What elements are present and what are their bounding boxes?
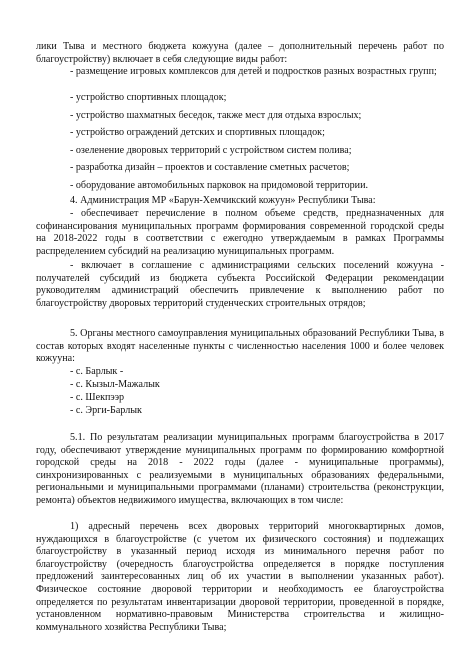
paragraph-5-1-1: 1) адресный перечень всех дворовых территорий многоквартирных домов, нуждающихся в благоустройстве (с учетом их физического состояния) и подлежащих благоустройству в указанный период исходя из минимального перечня работ по благоустройству (очередность благоустройства определяется в порядке поступления предложений заинтересованных лиц об их участии в выполнении указанных работ). Физическое состояние дворовой территории и необходимость ее благоустройства определяется по результатам инвентаризации дворовой территории, проведенной в порядке, установленном нормативно-правовым Министерства строительства и жилищно-коммунального хозяйства Республики Тыва; [36,521,444,633]
list-item: - устройство спортивных площадок; [70,92,227,103]
village-item: - с. Эрги-Барлык [70,405,142,416]
village-item: - с. Шекпээр [70,392,125,403]
paragraph-4b: - включает в соглашение с администрациями сельских поселений кожууна - получателей субсидий из бюджета субъекта Российской Федерации рекомендации руководителям администраций обеспечить привлечение к выполнению работ по благоустройству дворовых территорий студенческих строительных отрядов; [36,260,444,309]
village-item: - с. Барлык - [70,366,124,377]
list-item: - устройство шахматных беседок, также мест для отдыха взрослых; [70,110,362,121]
paragraph-5-1: 5.1. По результатам реализации муниципальных программ благоустройства в 2017 году, обеспечивают утверждение муниципальных программ по формированию комфортной городской среды на 2018 - 2022 годы (далее - муниципальные программы), синхронизированных с реализуемыми в муниципальных образованиях федеральными, региональными и муниципальными программами (планами) строительства (реконструкции, ремонта) объектов недвижимого имущества, включающих в том числе: [36,432,444,506]
paragraph-intro: лики Тыва и местного бюджета кожууна (далее – дополнительный перечень работ по благоустройству) включает в себя следующие виды работ: [36,41,444,65]
list-item: - разработка дизайн – проектов и составление сметных расчетов; [70,162,350,173]
list-item: - оборудование автомобильных парковок на придомовой территории. [70,180,369,191]
list-item: - озеленение дворовых территорий с устройством систем полива; [70,145,352,156]
list-item: - устройство ограждений детских и спортивных площадок; [70,127,325,138]
paragraph-4a: - обеспечивает перечисление в полном объеме средств, предназначенных для софинансирования муниципальных программ формирования современной городской среды на 2018-2022 годы в соответствии с ежегодно утверждаемым в рамках Программы распределением субсидий на реализацию муниципальных программ. [36,208,444,257]
list-item: - размещение игровых комплексов для детей и подростков разных возрастных групп; [70,66,437,77]
paragraph-4: 4. Администрация МР «Барун-Хемчикский кожуун» Республики Тыва: [70,195,376,206]
village-item: - с. Кызыл-Мажалык [70,379,160,390]
paragraph-5: 5. Органы местного самоуправления муниципальных образований Республики Тыва, в состав которых входят населенные пункты с численностью населения 1000 и более человек кожууна: [36,328,444,365]
